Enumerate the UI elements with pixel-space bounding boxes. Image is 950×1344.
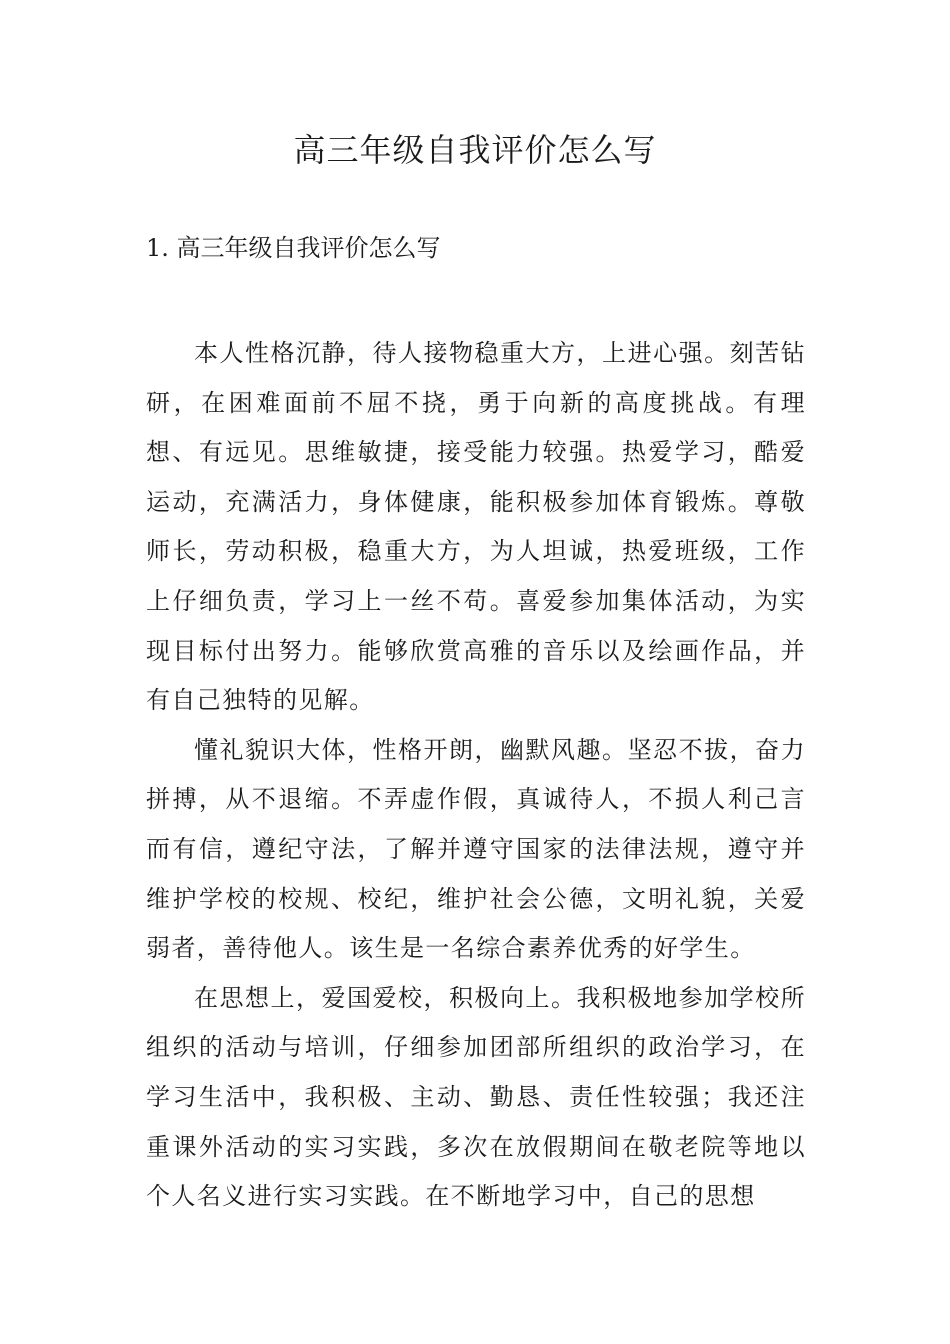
document-title: 高三年级自我评价怎么写: [293, 131, 657, 169]
paragraph: 懂礼貌识大体，性格开朗，幽默风趣。坚忍不拔，奋力拼搏，从不退缩。不弄虚作假，真诚待人，不损人利己言而有信，遵纪守法，了解并遵守国家的法律法规，遵守并维护学校的校规、校纪，维护社会公德，文明礼貌，关爱弱者，善待他人。该生是一名综合素养优秀的好学生。: [146, 735, 806, 963]
body-text: [146, 329, 806, 1222]
section-heading: 1. 高三年级自我评价怎么写: [146, 234, 441, 262]
paragraph: 本人性格沉静，待人接物稳重大方，上进心强。刻苦钻研，在困难面前不屈不挠，勇于向新的高度挑战。有理想、有远见。思维敏捷，接受能力较强。热爱学习，酷爱运动，充满活力，身体健康，能积极参加体育锻炼。尊敬师长，劳动积极，稳重大方，为人坦诚，热爱班级，工作上仔细负责，学习上一丝不苟。喜爱参加集体活动，为实现目标付出努力。能够欣赏高雅的音乐以及绘画作品，并有自己独特的见解。: [146, 339, 806, 715]
paragraph: 在思想上，爱国爱校，积极向上。我积极地参加学校所组织的活动与培训，仔细参加团部所组织的政治学习，在学习生活中，我积极、主动、勤恳、责任性较强；我还注重课外活动的实习实践，多次在放假期间在敬老院等地以个人名义进行实习实践。在不断地学习中，自己的思想: [146, 983, 806, 1211]
